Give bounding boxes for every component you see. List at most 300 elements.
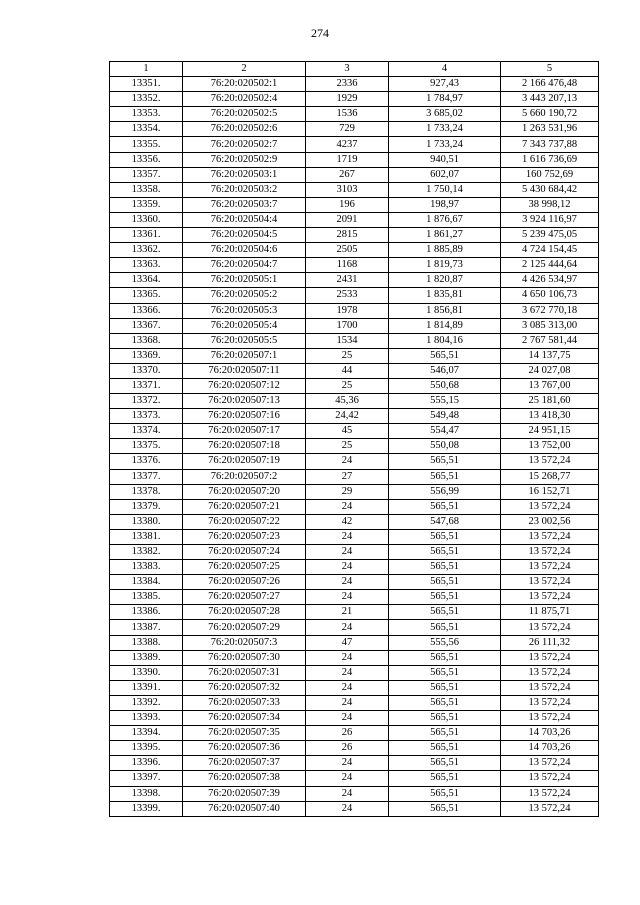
cadastral-number-cell: 76:20:020507:29 xyxy=(183,620,306,635)
area-cell: 1719 xyxy=(306,152,389,167)
rate-cell: 565,51 xyxy=(389,695,501,710)
cadastral-number-cell: 76:20:020503:7 xyxy=(183,197,306,212)
table-row xyxy=(110,394,599,409)
cadastral-number-cell: 76:20:020507:30 xyxy=(183,650,306,665)
row-number-cell: 13388. xyxy=(110,635,183,650)
rate-cell: 565,51 xyxy=(389,454,501,469)
table-row xyxy=(110,756,599,771)
table-row xyxy=(110,620,599,635)
area-cell: 29 xyxy=(306,484,389,499)
rate-cell: 565,51 xyxy=(389,469,501,484)
area-cell: 24 xyxy=(306,454,389,469)
area-cell: 24 xyxy=(306,786,389,801)
cadastral-number-cell: 76:20:020507:17 xyxy=(183,424,306,439)
rate-cell: 1 814,89 xyxy=(389,318,501,333)
row-number-cell: 13396. xyxy=(110,756,183,771)
table-row xyxy=(110,484,599,499)
table-row xyxy=(110,152,599,167)
value-cell: 16 152,71 xyxy=(501,484,599,499)
value-cell: 23 002,56 xyxy=(501,514,599,529)
area-cell: 1978 xyxy=(306,303,389,318)
rate-cell: 554,47 xyxy=(389,424,501,439)
value-cell: 3 085 313,00 xyxy=(501,318,599,333)
value-cell: 13 572,24 xyxy=(501,650,599,665)
area-cell: 44 xyxy=(306,363,389,378)
value-cell: 13 572,24 xyxy=(501,620,599,635)
area-cell: 1534 xyxy=(306,333,389,348)
value-cell: 4 650 106,73 xyxy=(501,288,599,303)
cadastral-number-cell: 76:20:020507:27 xyxy=(183,590,306,605)
area-cell: 26 xyxy=(306,741,389,756)
column-header: 1 xyxy=(110,62,183,77)
area-cell: 24 xyxy=(306,545,389,560)
area-cell: 27 xyxy=(306,469,389,484)
row-number-cell: 13381. xyxy=(110,529,183,544)
area-cell: 45 xyxy=(306,424,389,439)
rate-cell: 565,51 xyxy=(389,741,501,756)
table-row xyxy=(110,711,599,726)
row-number-cell: 13376. xyxy=(110,454,183,469)
value-cell: 13 418,30 xyxy=(501,409,599,424)
rate-cell: 550,68 xyxy=(389,378,501,393)
table-row xyxy=(110,635,599,650)
area-cell: 4237 xyxy=(306,137,389,152)
table-row xyxy=(110,409,599,424)
value-cell: 3 924 116,97 xyxy=(501,212,599,227)
rate-cell: 565,51 xyxy=(389,499,501,514)
rate-cell: 1 856,81 xyxy=(389,303,501,318)
area-cell: 24 xyxy=(306,620,389,635)
rate-cell: 565,51 xyxy=(389,348,501,363)
table-row xyxy=(110,454,599,469)
page-number: 274 xyxy=(311,26,329,40)
rate-cell: 565,51 xyxy=(389,711,501,726)
rate-cell: 1 750,14 xyxy=(389,182,501,197)
row-number-cell: 13386. xyxy=(110,605,183,620)
row-number-cell: 13393. xyxy=(110,711,183,726)
value-cell: 13 572,24 xyxy=(501,771,599,786)
table-row xyxy=(110,288,599,303)
value-cell: 11 875,71 xyxy=(501,605,599,620)
cadastral-number-cell: 76:20:020507:32 xyxy=(183,680,306,695)
table-row xyxy=(110,801,599,816)
table-row xyxy=(110,605,599,620)
value-cell: 13 572,24 xyxy=(501,786,599,801)
rate-cell: 1 733,24 xyxy=(389,122,501,137)
cadastral-number-cell: 76:20:020505:5 xyxy=(183,333,306,348)
value-cell: 15 268,77 xyxy=(501,469,599,484)
rate-cell: 565,51 xyxy=(389,575,501,590)
value-cell: 13 572,24 xyxy=(501,801,599,816)
rate-cell: 547,68 xyxy=(389,514,501,529)
table-row xyxy=(110,650,599,665)
table-row xyxy=(110,363,599,378)
rate-cell: 565,51 xyxy=(389,756,501,771)
cadastral-number-cell: 76:20:020504:4 xyxy=(183,212,306,227)
row-number-cell: 13373. xyxy=(110,409,183,424)
cadastral-number-cell: 76:20:020507:39 xyxy=(183,786,306,801)
cadastral-number-cell: 76:20:020507:19 xyxy=(183,454,306,469)
row-number-cell: 13390. xyxy=(110,665,183,680)
area-cell: 2533 xyxy=(306,288,389,303)
table-row xyxy=(110,771,599,786)
row-number-cell: 13356. xyxy=(110,152,183,167)
cadastral-number-cell: 76:20:020505:4 xyxy=(183,318,306,333)
column-header: 3 xyxy=(306,62,389,77)
area-cell: 24 xyxy=(306,771,389,786)
cadastral-number-cell: 76:20:020504:7 xyxy=(183,258,306,273)
cadastral-number-cell: 76:20:020507:11 xyxy=(183,363,306,378)
table-row xyxy=(110,786,599,801)
area-cell: 24 xyxy=(306,711,389,726)
data-table xyxy=(109,61,599,817)
cadastral-number-cell: 76:20:020504:5 xyxy=(183,228,306,243)
rate-cell: 940,51 xyxy=(389,152,501,167)
cadastral-number-cell: 76:20:020504:6 xyxy=(183,243,306,258)
cadastral-number-cell: 76:20:020507:40 xyxy=(183,801,306,816)
row-number-cell: 13371. xyxy=(110,378,183,393)
table-row xyxy=(110,137,599,152)
row-number-cell: 13377. xyxy=(110,469,183,484)
cadastral-number-cell: 76:20:020503:2 xyxy=(183,182,306,197)
rate-cell: 565,51 xyxy=(389,801,501,816)
value-cell: 13 572,24 xyxy=(501,575,599,590)
rate-cell: 550,08 xyxy=(389,439,501,454)
table-row xyxy=(110,318,599,333)
area-cell: 24 xyxy=(306,499,389,514)
cadastral-number-cell: 76:20:020502:9 xyxy=(183,152,306,167)
cadastral-number-cell: 76:20:020505:3 xyxy=(183,303,306,318)
area-cell: 3103 xyxy=(306,182,389,197)
value-cell: 13 572,24 xyxy=(501,590,599,605)
cadastral-number-cell: 76:20:020507:21 xyxy=(183,499,306,514)
value-cell: 7 343 737,88 xyxy=(501,137,599,152)
value-cell: 13 752,00 xyxy=(501,439,599,454)
cadastral-number-cell: 76:20:020507:24 xyxy=(183,545,306,560)
area-cell: 24 xyxy=(306,575,389,590)
row-number-cell: 13375. xyxy=(110,439,183,454)
value-cell: 4 426 534,97 xyxy=(501,273,599,288)
area-cell: 24 xyxy=(306,590,389,605)
value-cell: 5 660 190,72 xyxy=(501,107,599,122)
cadastral-number-cell: 76:20:020507:18 xyxy=(183,439,306,454)
area-cell: 267 xyxy=(306,167,389,182)
row-number-cell: 13385. xyxy=(110,590,183,605)
table-row xyxy=(110,378,599,393)
value-cell: 5 430 684,42 xyxy=(501,182,599,197)
cadastral-number-cell: 76:20:020507:26 xyxy=(183,575,306,590)
value-cell: 13 572,24 xyxy=(501,695,599,710)
area-cell: 24 xyxy=(306,680,389,695)
cadastral-number-cell: 76:20:020507:1 xyxy=(183,348,306,363)
value-cell: 13 572,24 xyxy=(501,545,599,560)
table-row xyxy=(110,333,599,348)
row-number-cell: 13351. xyxy=(110,77,183,92)
row-number-cell: 13360. xyxy=(110,212,183,227)
area-cell: 25 xyxy=(306,348,389,363)
column-header: 5 xyxy=(501,62,599,77)
value-cell: 13 572,24 xyxy=(501,756,599,771)
row-number-cell: 13379. xyxy=(110,499,183,514)
row-number-cell: 13355. xyxy=(110,137,183,152)
table-row xyxy=(110,575,599,590)
table-row xyxy=(110,741,599,756)
rate-cell: 565,51 xyxy=(389,771,501,786)
rate-cell: 565,51 xyxy=(389,529,501,544)
table-row xyxy=(110,469,599,484)
cadastral-number-cell: 76:20:020507:20 xyxy=(183,484,306,499)
value-cell: 2 166 476,48 xyxy=(501,77,599,92)
cadastral-number-cell: 76:20:020507:23 xyxy=(183,529,306,544)
area-cell: 196 xyxy=(306,197,389,212)
table-row xyxy=(110,273,599,288)
cadastral-number-cell: 76:20:020507:13 xyxy=(183,394,306,409)
area-cell: 2815 xyxy=(306,228,389,243)
rate-cell: 1 861,27 xyxy=(389,228,501,243)
row-number-cell: 13354. xyxy=(110,122,183,137)
rate-cell: 1 835,81 xyxy=(389,288,501,303)
rate-cell: 1 819,73 xyxy=(389,258,501,273)
value-cell: 25 181,60 xyxy=(501,394,599,409)
row-number-cell: 13363. xyxy=(110,258,183,273)
table-row xyxy=(110,182,599,197)
area-cell: 1929 xyxy=(306,92,389,107)
row-number-cell: 13372. xyxy=(110,394,183,409)
rate-cell: 602,07 xyxy=(389,167,501,182)
table-row xyxy=(110,348,599,363)
value-cell: 13 572,24 xyxy=(501,499,599,514)
table-row xyxy=(110,529,599,544)
table-row xyxy=(110,514,599,529)
cadastral-number-cell: 76:20:020507:35 xyxy=(183,726,306,741)
rate-cell: 549,48 xyxy=(389,409,501,424)
cadastral-number-cell: 76:20:020502:6 xyxy=(183,122,306,137)
cadastral-number-cell: 76:20:020507:33 xyxy=(183,695,306,710)
value-cell: 14 137,75 xyxy=(501,348,599,363)
row-number-cell: 13384. xyxy=(110,575,183,590)
value-cell: 13 572,24 xyxy=(501,454,599,469)
row-number-cell: 13383. xyxy=(110,560,183,575)
table-row xyxy=(110,560,599,575)
cadastral-number-cell: 76:20:020507:16 xyxy=(183,409,306,424)
table-row xyxy=(110,695,599,710)
row-number-cell: 13367. xyxy=(110,318,183,333)
value-cell: 14 703,26 xyxy=(501,726,599,741)
row-number-cell: 13368. xyxy=(110,333,183,348)
area-cell: 1168 xyxy=(306,258,389,273)
value-cell: 13 572,24 xyxy=(501,680,599,695)
table-row xyxy=(110,303,599,318)
table-row xyxy=(110,197,599,212)
area-cell: 24 xyxy=(306,529,389,544)
row-number-cell: 13395. xyxy=(110,741,183,756)
cadastral-number-cell: 76:20:020507:22 xyxy=(183,514,306,529)
rate-cell: 565,51 xyxy=(389,560,501,575)
rate-cell: 927,43 xyxy=(389,77,501,92)
row-number-cell: 13391. xyxy=(110,680,183,695)
area-cell: 2505 xyxy=(306,243,389,258)
cadastral-number-cell: 76:20:020507:37 xyxy=(183,756,306,771)
cadastral-number-cell: 76:20:020507:2 xyxy=(183,469,306,484)
row-number-cell: 13361. xyxy=(110,228,183,243)
area-cell: 24 xyxy=(306,756,389,771)
row-number-cell: 13387. xyxy=(110,620,183,635)
area-cell: 24 xyxy=(306,560,389,575)
table-row xyxy=(110,665,599,680)
area-cell: 24 xyxy=(306,650,389,665)
value-cell: 14 703,26 xyxy=(501,741,599,756)
cadastral-number-cell: 76:20:020502:4 xyxy=(183,92,306,107)
area-cell: 24,42 xyxy=(306,409,389,424)
cadastral-number-cell: 76:20:020507:31 xyxy=(183,665,306,680)
row-number-cell: 13359. xyxy=(110,197,183,212)
rate-cell: 565,51 xyxy=(389,545,501,560)
rate-cell: 565,51 xyxy=(389,726,501,741)
table-header-row xyxy=(110,62,599,77)
value-cell: 2 767 581,44 xyxy=(501,333,599,348)
rate-cell: 1 804,16 xyxy=(389,333,501,348)
row-number-cell: 13353. xyxy=(110,107,183,122)
row-number-cell: 13398. xyxy=(110,786,183,801)
cadastral-number-cell: 76:20:020505:2 xyxy=(183,288,306,303)
table-row xyxy=(110,590,599,605)
value-cell: 24 027,08 xyxy=(501,363,599,378)
area-cell: 42 xyxy=(306,514,389,529)
column-header: 2 xyxy=(183,62,306,77)
area-cell: 2336 xyxy=(306,77,389,92)
rate-cell: 555,15 xyxy=(389,394,501,409)
row-number-cell: 13378. xyxy=(110,484,183,499)
value-cell: 13 572,24 xyxy=(501,711,599,726)
area-cell: 24 xyxy=(306,695,389,710)
value-cell: 1 616 736,69 xyxy=(501,152,599,167)
row-number-cell: 13374. xyxy=(110,424,183,439)
cadastral-number-cell: 76:20:020502:7 xyxy=(183,137,306,152)
value-cell: 1 263 531,96 xyxy=(501,122,599,137)
table-row xyxy=(110,243,599,258)
value-cell: 3 672 770,18 xyxy=(501,303,599,318)
value-cell: 160 752,69 xyxy=(501,167,599,182)
area-cell: 1536 xyxy=(306,107,389,122)
area-cell: 2091 xyxy=(306,212,389,227)
value-cell: 2 125 444,64 xyxy=(501,258,599,273)
row-number-cell: 13399. xyxy=(110,801,183,816)
value-cell: 24 951,15 xyxy=(501,424,599,439)
value-cell: 3 443 207,13 xyxy=(501,92,599,107)
table-row xyxy=(110,167,599,182)
area-cell: 24 xyxy=(306,801,389,816)
rate-cell: 565,51 xyxy=(389,605,501,620)
area-cell: 25 xyxy=(306,378,389,393)
area-cell: 2431 xyxy=(306,273,389,288)
rate-cell: 565,51 xyxy=(389,786,501,801)
area-cell: 45,36 xyxy=(306,394,389,409)
rate-cell: 546,07 xyxy=(389,363,501,378)
value-cell: 5 239 475,05 xyxy=(501,228,599,243)
table-row xyxy=(110,77,599,92)
row-number-cell: 13392. xyxy=(110,695,183,710)
rate-cell: 565,51 xyxy=(389,590,501,605)
rate-cell: 565,51 xyxy=(389,650,501,665)
table-row xyxy=(110,545,599,560)
cadastral-number-cell: 76:20:020507:25 xyxy=(183,560,306,575)
area-cell: 21 xyxy=(306,605,389,620)
rate-cell: 198,97 xyxy=(389,197,501,212)
cadastral-number-cell: 76:20:020503:1 xyxy=(183,167,306,182)
row-number-cell: 13352. xyxy=(110,92,183,107)
table-row xyxy=(110,92,599,107)
value-cell: 26 111,32 xyxy=(501,635,599,650)
table-row xyxy=(110,212,599,227)
value-cell: 13 572,24 xyxy=(501,529,599,544)
rate-cell: 565,51 xyxy=(389,620,501,635)
row-number-cell: 13366. xyxy=(110,303,183,318)
row-number-cell: 13364. xyxy=(110,273,183,288)
value-cell: 13 767,00 xyxy=(501,378,599,393)
cadastral-number-cell: 76:20:020507:36 xyxy=(183,741,306,756)
rate-cell: 1 733,24 xyxy=(389,137,501,152)
rate-cell: 1 885,89 xyxy=(389,243,501,258)
table-row xyxy=(110,228,599,243)
rate-cell: 1 820,87 xyxy=(389,273,501,288)
row-number-cell: 13365. xyxy=(110,288,183,303)
rate-cell: 555,56 xyxy=(389,635,501,650)
table-body xyxy=(110,77,599,817)
area-cell: 729 xyxy=(306,122,389,137)
rate-cell: 1 876,67 xyxy=(389,212,501,227)
cadastral-number-cell: 76:20:020502:1 xyxy=(183,77,306,92)
cadastral-number-cell: 76:20:020507:12 xyxy=(183,378,306,393)
area-cell: 47 xyxy=(306,635,389,650)
row-number-cell: 13394. xyxy=(110,726,183,741)
rate-cell: 565,51 xyxy=(389,680,501,695)
cadastral-number-cell: 76:20:020502:5 xyxy=(183,107,306,122)
row-number-cell: 13358. xyxy=(110,182,183,197)
row-number-cell: 13380. xyxy=(110,514,183,529)
area-cell: 1700 xyxy=(306,318,389,333)
cadastral-number-cell: 76:20:020507:28 xyxy=(183,605,306,620)
value-cell: 4 724 154,45 xyxy=(501,243,599,258)
table-row xyxy=(110,680,599,695)
table-row xyxy=(110,122,599,137)
row-number-cell: 13397. xyxy=(110,771,183,786)
row-number-cell: 13369. xyxy=(110,348,183,363)
cadastral-number-cell: 76:20:020507:34 xyxy=(183,711,306,726)
cadastral-number-cell: 76:20:020507:38 xyxy=(183,771,306,786)
cadastral-number-cell: 76:20:020507:3 xyxy=(183,635,306,650)
row-number-cell: 13389. xyxy=(110,650,183,665)
row-number-cell: 13382. xyxy=(110,545,183,560)
cadastral-number-cell: 76:20:020505:1 xyxy=(183,273,306,288)
table-row xyxy=(110,107,599,122)
table-row xyxy=(110,439,599,454)
area-cell: 26 xyxy=(306,726,389,741)
rate-cell: 556,99 xyxy=(389,484,501,499)
row-number-cell: 13362. xyxy=(110,243,183,258)
rate-cell: 3 685,02 xyxy=(389,107,501,122)
area-cell: 24 xyxy=(306,665,389,680)
area-cell: 25 xyxy=(306,439,389,454)
table-row xyxy=(110,258,599,273)
value-cell: 13 572,24 xyxy=(501,560,599,575)
column-header: 4 xyxy=(389,62,501,77)
value-cell: 38 998,12 xyxy=(501,197,599,212)
table-row xyxy=(110,726,599,741)
value-cell: 13 572,24 xyxy=(501,665,599,680)
rate-cell: 565,51 xyxy=(389,665,501,680)
row-number-cell: 13370. xyxy=(110,363,183,378)
table-row xyxy=(110,424,599,439)
